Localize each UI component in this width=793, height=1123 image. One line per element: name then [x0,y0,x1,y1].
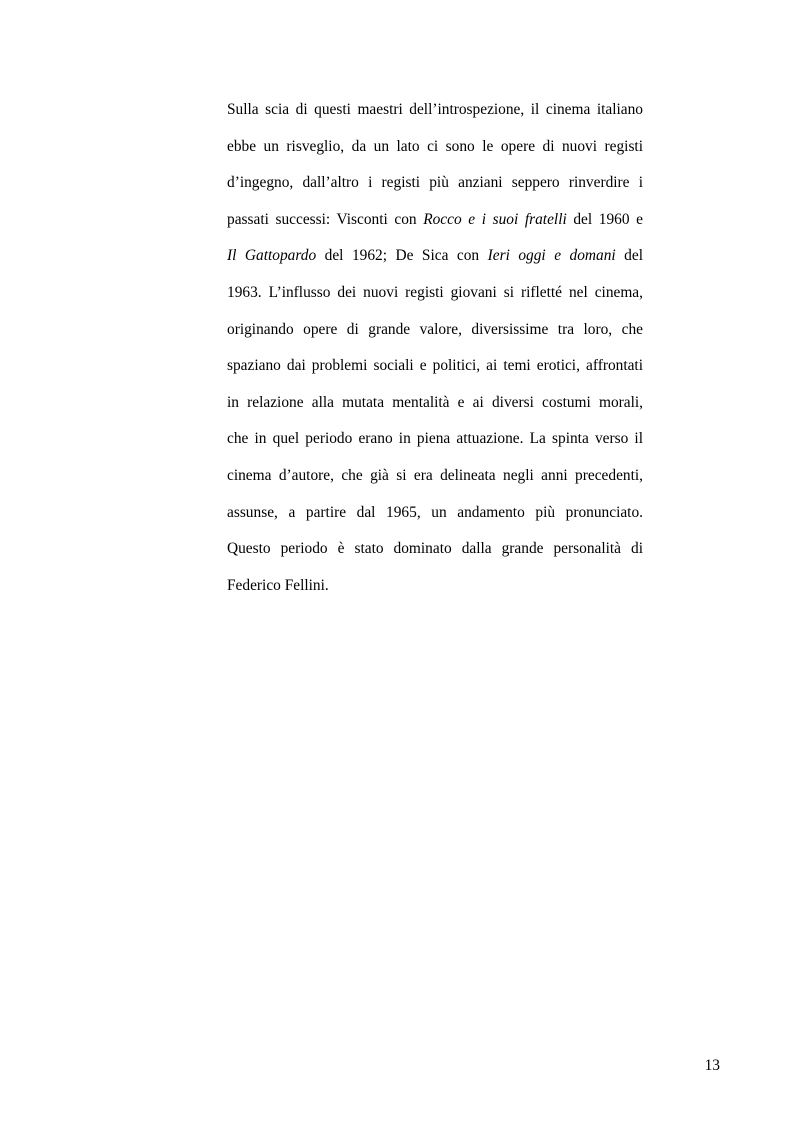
text-run: d’ingegno, dall’altro i registi più anziani seppero rinverdire i [227,174,643,192]
text-line [227,385,643,422]
text-line [227,92,643,129]
italic-title: Il Gattopardo [227,247,317,265]
text-run: Federico Fellini. [227,576,329,594]
text-run: Questo periodo è stato dominato dalla grande personalità di [227,540,643,558]
text-run: del 1960 e [566,210,643,228]
text-line [227,348,643,385]
text-line [227,238,643,275]
text-line [227,275,643,312]
italic-title: Rocco e i suoi fratelli [423,210,567,228]
page-number: 13 [704,1057,720,1074]
text-line [227,129,643,166]
text-run: che in quel periodo erano in piena attuazione. La spinta verso il [227,430,643,448]
text-run: Sulla scia di questi maestri dell’introspezione, il cinema italiano [227,101,643,118]
text-run: 1963. L’influsso dei nuovi registi giovani si rifletté nel cinema, [227,283,643,301]
text-run: del 1962; De Sica con [316,247,488,265]
text-run: in relazione alla mutata mentalità e ai diversi costumi morali, [227,393,643,411]
text-run: spaziano dai problemi sociali e politici, ai temi erotici, affrontati [227,357,643,375]
text-run: passati successi: Visconti con [227,210,424,228]
text-line [227,531,643,568]
italic-title: Ieri oggi e domani [487,247,616,265]
text-line [227,458,643,495]
text-run: del [615,247,643,265]
text-line [227,568,643,605]
body-paragraph [227,92,643,604]
text-run: originando opere di grande valore, diversissime tra loro, che [227,320,643,338]
text-line [227,421,643,458]
text-run: cinema d’autore, che già si era delineata negli anni precedenti, [227,466,643,484]
text-run: assunse, a partire dal 1965, un andamento più pronunciato. [227,503,643,521]
text-line [227,202,643,239]
text-line [227,165,643,202]
text-run: ebbe un risveglio, da un lato ci sono le opere di nuovi registi [227,137,643,155]
text-line [227,312,643,349]
text-line [227,495,643,532]
